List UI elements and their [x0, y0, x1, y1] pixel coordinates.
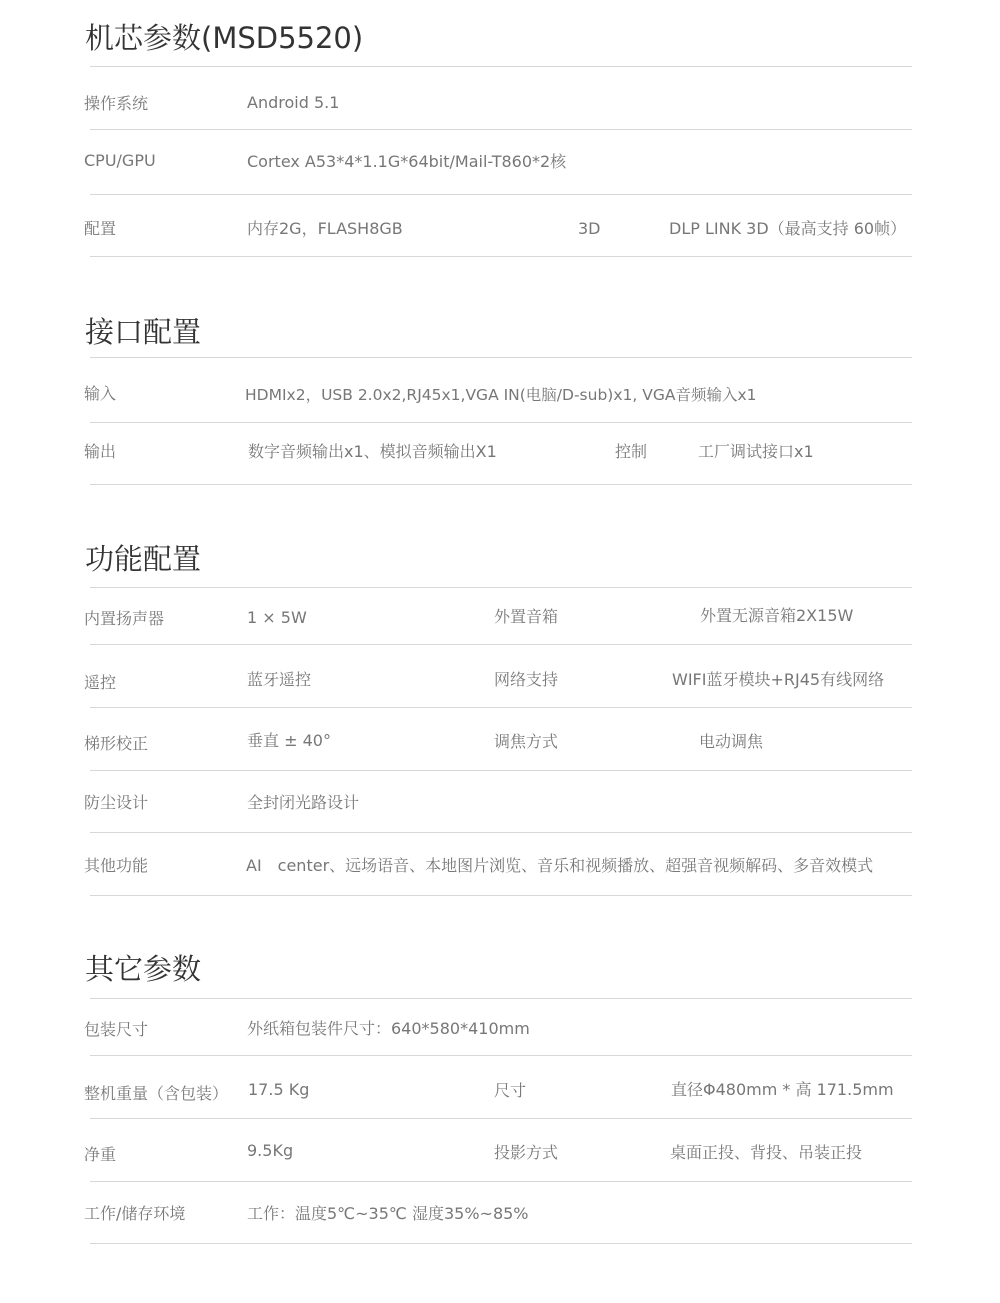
spec-value-config: 内存2G，FLASH8GB	[247, 219, 403, 238]
spec-label-gross-weight: 整机重量（含包装）	[84, 1084, 229, 1103]
spec-label-environment: 工作/储存环境	[84, 1204, 186, 1223]
spec-value-other-features: AI center、远场语音、本地图片浏览、音乐和视频播放、超强音视频解码、多音效模式	[246, 856, 874, 875]
spec-value-environment: 工作：温度5℃~35℃ 湿度35%~85%	[247, 1204, 529, 1223]
spec-value-net-weight: 9.5Kg	[247, 1141, 294, 1160]
divider	[90, 998, 912, 999]
spec-label-os: 操作系统	[84, 94, 149, 113]
section-title-interfaces: 接口配置	[85, 315, 202, 349]
spec-value-cpu: Cortex A53*4*1.1G*64bit/Mail-T860*2核	[247, 152, 567, 171]
spec-value-external-speaker: 外置无源音箱2X15W	[700, 606, 854, 625]
spec-value-dustproof: 全封闭光路设计	[247, 793, 360, 812]
spec-value-package: 外纸箱包装件尺寸：640*580*410mm	[247, 1019, 530, 1038]
spec-value-gross-weight: 17.5 Kg	[248, 1080, 310, 1099]
spec-label-cpu: CPU/GPU	[84, 151, 156, 170]
section-title-chip: 机芯参数(MSD5520)	[85, 21, 364, 55]
divider	[90, 1181, 912, 1182]
divider	[90, 587, 912, 588]
divider	[90, 1055, 912, 1056]
divider	[90, 1118, 912, 1119]
spec-value-speaker: 1 × 5W	[247, 608, 307, 627]
divider	[90, 422, 912, 423]
spec-label-output: 输出	[84, 442, 117, 461]
spec-label-external-speaker: 外置音箱	[494, 607, 559, 626]
divider	[90, 644, 912, 645]
spec-label-network: 网络支持	[494, 670, 559, 689]
divider	[90, 66, 912, 67]
spec-value-input: HDMIx2，USB 2.0x2,RJ45x1,VGA IN(电脑/D-sub)x1, VGA音频输入x1	[245, 386, 757, 404]
spec-value-size: 直径Φ480mm * 高 171.5mm	[671, 1080, 894, 1099]
spec-label-focus: 调焦方式	[494, 732, 559, 751]
spec-label-other-features: 其他功能	[84, 856, 149, 875]
divider	[90, 256, 912, 257]
divider	[90, 770, 912, 771]
spec-label-size: 尺寸	[494, 1081, 527, 1100]
spec-label-remote: 遥控	[84, 673, 117, 692]
spec-label-3d: 3D	[578, 219, 601, 238]
divider	[90, 832, 912, 833]
spec-label-speaker: 内置扬声器	[84, 609, 165, 628]
spec-value-focus: 电动调焦	[699, 732, 764, 751]
divider	[90, 357, 912, 358]
spec-label-dustproof: 防尘设计	[84, 793, 149, 812]
section-title-features: 功能配置	[85, 542, 202, 576]
divider	[90, 707, 912, 708]
spec-label-control: 控制	[615, 442, 648, 461]
spec-value-os: Android 5.1	[247, 93, 340, 112]
spec-label-config: 配置	[84, 219, 117, 238]
section-title-other: 其它参数	[85, 952, 202, 986]
spec-value-output: 数字音频输出x1、模拟音频输出X1	[248, 442, 497, 461]
spec-value-3d: DLP LINK 3D（最高支持 60帧）	[669, 219, 907, 238]
spec-value-projection: 桌面正投、背投、吊装正投	[670, 1143, 863, 1162]
divider	[90, 129, 912, 130]
spec-label-input: 输入	[84, 384, 117, 403]
divider	[90, 1243, 912, 1244]
spec-label-projection: 投影方式	[494, 1143, 559, 1162]
spec-value-network: WIFI蓝牙模块+RJ45有线网络	[672, 670, 885, 689]
divider	[90, 895, 912, 896]
spec-label-package: 包装尺寸	[84, 1020, 149, 1039]
divider	[90, 194, 912, 195]
spec-label-keystone: 梯形校正	[84, 734, 149, 753]
divider	[90, 484, 912, 485]
spec-value-remote: 蓝牙遥控	[247, 670, 312, 689]
spec-value-keystone: 垂直 ± 40°	[247, 731, 331, 750]
spec-label-net-weight: 净重	[84, 1145, 117, 1164]
spec-value-control: 工厂调试接口x1	[698, 442, 814, 461]
